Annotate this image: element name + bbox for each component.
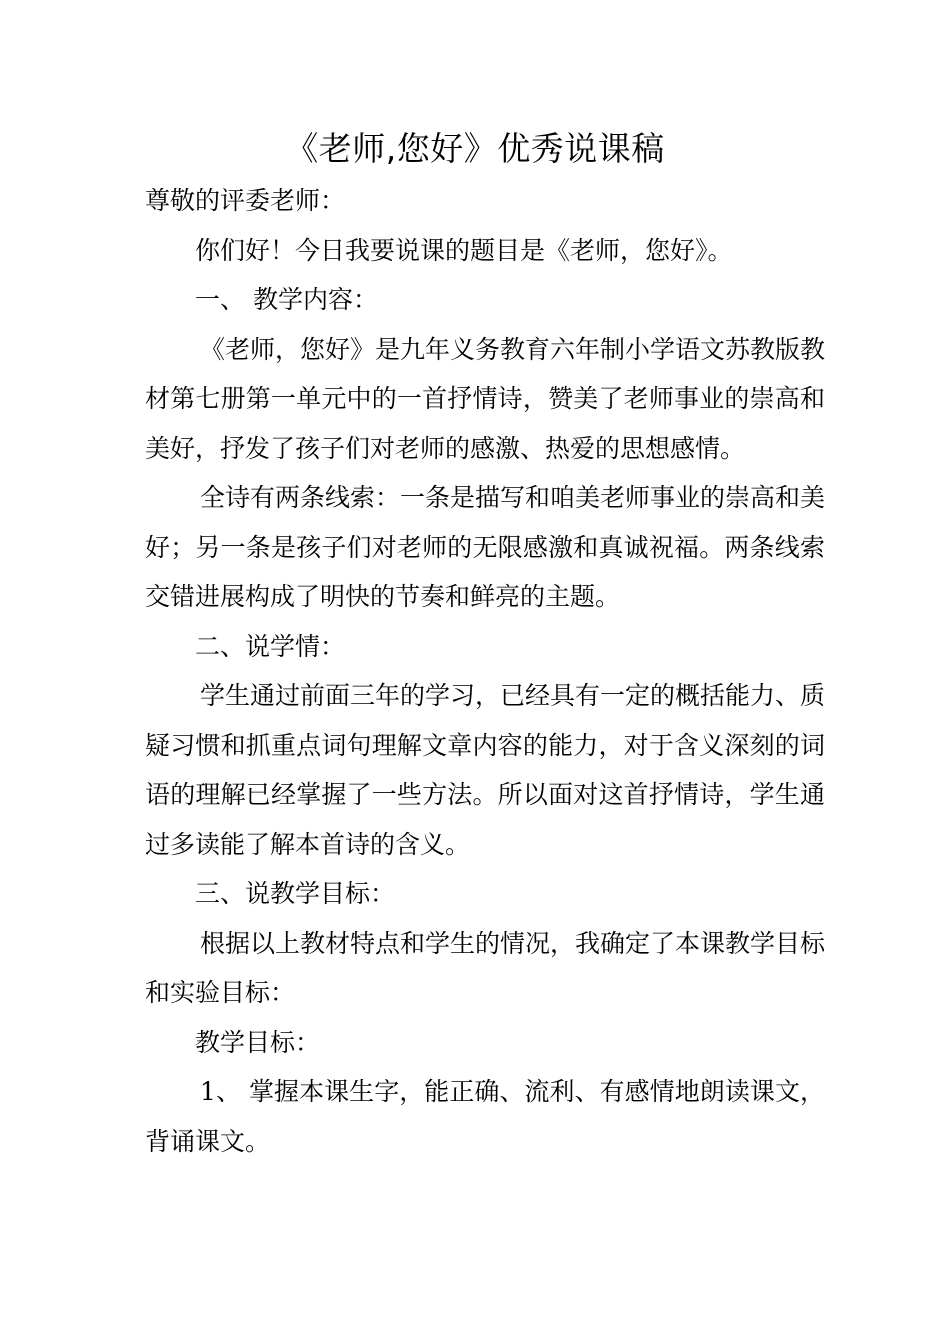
content-paragraph: 全诗有两条线索：一条是描写和咱美老师事业的崇高和美好；另一条是孩子们对老师的无限感激和真诚祝福。两条线索交错进展构成了明快的节奏和鲜亮的主题。	[145, 483, 826, 611]
content-paragraph: 《老师，您好》是九年义务教育六年制小学语文苏教版教材第七册第一单元中的一首抒情诗，赞美了老师事业的崇高和美好，抒发了孩子们对老师的感激、热爱的思想感情。	[145, 334, 826, 463]
greeting-paragraph: 你们好！今日我要说课的题目是《老师，您好》。	[195, 235, 733, 265]
list-item: 1、 掌握本课生字，能正确、流利、有感情地朗读课文，背诵课文。	[145, 1077, 825, 1156]
content-paragraph: 根据以上教材特点和学生的情况，我确定了本课教学目标和实验目标：	[145, 928, 826, 1007]
section-heading-students: 二、说学情：	[195, 631, 346, 661]
document-title: 《老师,您好》优秀说课稿	[285, 129, 665, 168]
salutation: 尊敬的评委老师：	[145, 186, 346, 215]
content-paragraph: 学生通过前面三年的学习，已经具有一定的概括能力、质疑习惯和抓重点词句理解文章内容的能力，对于含义深刻的词语的理解已经掌握了一些方法。所以面对这首抒情诗，学生通过多读能了解本首诗的含义。	[145, 681, 826, 859]
document-body	[145, 176, 825, 1166]
section-heading-goals: 三、说教学目标：	[195, 879, 396, 908]
subheading-teaching-goals: 教学目标：	[195, 1027, 321, 1057]
section-heading-content: 一、 教学内容：	[195, 285, 378, 314]
